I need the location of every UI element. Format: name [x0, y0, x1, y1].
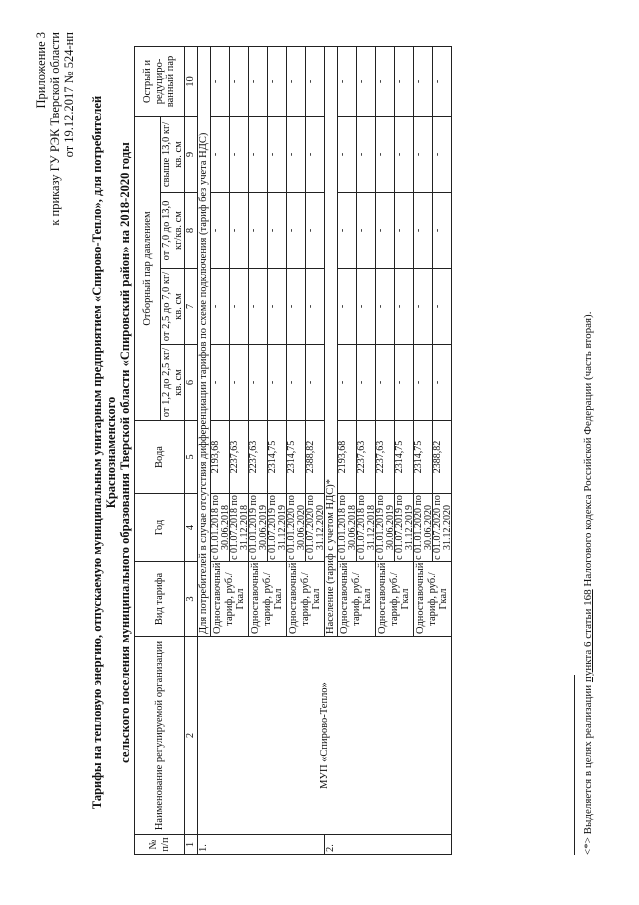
tariff-type: Одноставочный тариф, руб./Гкал: [249, 562, 287, 637]
water-value-first: 2314,75: [287, 421, 306, 493]
period-first-half: с 01.01.2018 по 30.06.2018: [210, 495, 231, 560]
period-first-half: с 01.01.2019 по 30.06.2019: [248, 495, 269, 560]
water-tariff: [376, 421, 414, 494]
steam-tariff: [287, 193, 325, 269]
appendix-line: Приложение 3: [34, 32, 48, 109]
dash-value: -: [229, 79, 240, 84]
dash-value: -: [267, 304, 278, 309]
dash-value: -: [229, 228, 240, 233]
steam-tariff: [211, 269, 249, 345]
water-value-second: 2237,63: [356, 440, 367, 474]
column-number: 10: [185, 46, 198, 116]
dash-value: -: [305, 79, 316, 84]
section-row: [198, 46, 211, 854]
column-number: 9: [185, 116, 198, 192]
dash-value: -: [305, 152, 316, 157]
steam-tariff: [338, 116, 376, 192]
period-second-half: с 01.07.2019 по 31.12.2019: [267, 495, 288, 560]
dash-value: -: [414, 345, 433, 420]
tariff-period: [376, 494, 414, 562]
water-tariff: [211, 421, 249, 494]
column-number: 3: [185, 562, 198, 637]
appendix-line: к приказу ГУ РЭК Тверской области: [48, 32, 62, 226]
dash-value: -: [376, 345, 395, 420]
header-type: Вид тарифа: [135, 562, 185, 637]
dash-value: -: [305, 228, 316, 233]
dash-value: -: [267, 228, 278, 233]
column-number: 5: [185, 421, 198, 494]
column-number-row: [185, 46, 198, 854]
dash-value: -: [267, 152, 278, 157]
dash-value: -: [338, 269, 357, 344]
steam-tariff: [414, 269, 452, 345]
footnote: [582, 312, 594, 855]
steam-tariff: [287, 46, 325, 116]
footnote-link[interactable]: пункта 6 статьи 168: [582, 589, 594, 683]
steam-tariff: [376, 193, 414, 269]
tariff-type: Одноставочный тариф, руб./Гкал: [211, 562, 249, 637]
section-label: Для потребителей в случае отсутствия дифференциации тарифов по схеме подключения (тариф без учета НДС): [198, 46, 211, 636]
dash-value: -: [432, 228, 443, 233]
period-second-half: с 01.07.2018 по 31.12.2018: [229, 495, 250, 560]
dash-value: -: [249, 117, 268, 192]
footnote-suffix: Налогового кодекса Российской Федерации (часть вторая).: [582, 311, 594, 590]
period-first-half: с 01.01.2020 по 30.06.2020: [413, 495, 434, 560]
dash-value: -: [287, 345, 306, 420]
period-second-half: с 01.07.2019 по 31.12.2019: [394, 495, 415, 560]
steam-tariff: [211, 46, 249, 116]
water-tariff: [414, 421, 452, 494]
dash-value: -: [394, 304, 405, 309]
water-value-first: 2237,63: [376, 421, 395, 493]
period-first-half: с 01.01.2019 по 30.06.2019: [375, 495, 396, 560]
tariff-type: Одноставочный тариф, руб./Гкал: [414, 562, 452, 637]
section-label: Население (тариф с учетом НДС)*: [325, 46, 338, 636]
dash-value: -: [338, 345, 357, 420]
section-number: 1.: [198, 835, 325, 855]
tariff-period: [249, 494, 287, 562]
dash-value: -: [229, 152, 240, 157]
dash-value: -: [394, 380, 405, 385]
dash-value: -: [249, 193, 268, 268]
document-title: [90, 60, 132, 845]
steam-tariff: [376, 269, 414, 345]
steam-tariff: [338, 269, 376, 345]
title-line: сельского поселения муниципального образования Тверской области «Спировский район» на 2018-2020 годы: [118, 142, 132, 763]
steam-tariff: [414, 193, 452, 269]
dash-value: -: [414, 47, 433, 116]
dash-value: -: [229, 380, 240, 385]
steam-tariff: [287, 269, 325, 345]
dash-value: -: [267, 79, 278, 84]
water-value-second: 2388,82: [432, 440, 443, 474]
header-num: № п/п: [135, 835, 185, 855]
footnote-divider: [574, 675, 575, 855]
dash-value: -: [356, 304, 367, 309]
tariff-type: Одноставочный тариф, руб./Гкал: [376, 562, 414, 637]
column-number: 7: [185, 269, 198, 345]
dash-value: -: [338, 47, 357, 116]
dash-value: -: [356, 152, 367, 157]
tariff-period: [414, 494, 452, 562]
water-value-second: 2388,82: [305, 440, 316, 474]
dash-value: -: [249, 269, 268, 344]
tariff-type: Одноставочный тариф, руб./Гкал: [287, 562, 325, 637]
period-first-half: с 01.01.2018 по 30.06.2018: [337, 495, 358, 560]
dash-value: -: [305, 304, 316, 309]
water-value-first: 2193,68: [338, 421, 357, 493]
header-pressure-4: свыше 13,0 кг/кв. см: [161, 116, 185, 192]
steam-tariff: [376, 116, 414, 192]
dash-value: -: [432, 380, 443, 385]
column-number: 2: [185, 637, 198, 835]
steam-tariff: [211, 116, 249, 192]
dash-value: -: [211, 269, 230, 344]
dash-value: -: [432, 152, 443, 157]
dash-value: -: [229, 304, 240, 309]
steam-tariff: [414, 46, 452, 116]
column-number: 8: [185, 193, 198, 269]
dash-value: -: [338, 117, 357, 192]
tariff-period: [287, 494, 325, 562]
tariff-period: [211, 494, 249, 562]
header-row: [135, 46, 161, 854]
dash-value: -: [338, 193, 357, 268]
dash-value: -: [249, 345, 268, 420]
water-value-first: 2193,68: [211, 421, 230, 493]
water-tariff: [249, 421, 287, 494]
steam-tariff: [376, 345, 414, 421]
dash-value: -: [356, 380, 367, 385]
dash-value: -: [376, 193, 395, 268]
column-number: 1: [185, 835, 198, 855]
section-number: 2.: [325, 835, 452, 855]
tariff-table: [134, 46, 452, 855]
water-value-first: 2237,63: [249, 421, 268, 493]
steam-tariff: [287, 345, 325, 421]
dash-value: -: [394, 152, 405, 157]
dash-value: -: [305, 380, 316, 385]
dash-value: -: [211, 47, 230, 116]
header-pressure-2: от 2,5 до 7,0 кг/кв. см: [161, 269, 185, 345]
water-tariff: [287, 421, 325, 494]
steam-tariff: [338, 193, 376, 269]
tariff-period: [338, 494, 376, 562]
water-value-second: 2314,75: [394, 440, 405, 474]
steam-tariff: [376, 46, 414, 116]
water-tariff: [338, 421, 376, 494]
steam-tariff: [211, 345, 249, 421]
dash-value: -: [414, 117, 433, 192]
dash-value: -: [356, 79, 367, 84]
dash-value: -: [376, 269, 395, 344]
dash-value: -: [249, 47, 268, 116]
column-number: 4: [185, 494, 198, 562]
dash-value: -: [394, 79, 405, 84]
steam-tariff: [414, 116, 452, 192]
steam-tariff: [249, 345, 287, 421]
steam-tariff: [249, 116, 287, 192]
dash-value: -: [211, 117, 230, 192]
dash-value: -: [414, 193, 433, 268]
water-value-second: 2314,75: [267, 440, 278, 474]
steam-tariff: [249, 269, 287, 345]
appendix-header: [34, 32, 76, 226]
water-value-first: 2314,75: [414, 421, 433, 493]
dash-value: -: [432, 304, 443, 309]
steam-tariff: [249, 46, 287, 116]
dash-value: -: [356, 228, 367, 233]
period-second-half: с 01.07.2020 по 31.12.2020: [432, 495, 453, 560]
column-number: 6: [185, 345, 198, 421]
header-pressure-1: от 1,2 до 2,5 кг/кв. см: [161, 345, 185, 421]
dash-value: -: [287, 47, 306, 116]
dash-value: -: [267, 380, 278, 385]
title-line: Тарифы на тепловую энергию, отпускаемую муниципальным унитарным предприятием «Спирово-Теплo», для потребителей Краснознаменского: [90, 95, 118, 810]
tariff-type: Одноставочный тариф, руб./Гкал: [338, 562, 376, 637]
header-org: Наименование регулируемой организации: [135, 637, 185, 835]
header-sharp-steam: Острый и редуциро-ванный пар: [135, 46, 185, 116]
steam-tariff: [249, 193, 287, 269]
header-steam-group: Отборный пар давлением: [135, 116, 161, 420]
header-water: Вода: [135, 421, 185, 494]
header-year: Год: [135, 494, 185, 562]
dash-value: -: [394, 228, 405, 233]
dash-value: -: [211, 193, 230, 268]
steam-tariff: [287, 116, 325, 192]
period-second-half: с 01.07.2018 по 31.12.2018: [356, 495, 377, 560]
steam-tariff: [211, 193, 249, 269]
dash-value: -: [211, 345, 230, 420]
steam-tariff: [338, 46, 376, 116]
dash-value: -: [376, 47, 395, 116]
water-value-second: 2237,63: [229, 440, 240, 474]
dash-value: -: [414, 269, 433, 344]
header-pressure-3: от 7,0 до 13,0 кг/кв. см: [161, 193, 185, 269]
steam-tariff: [414, 345, 452, 421]
org-name: МУП «Спирово-Теплo»: [198, 637, 452, 835]
footnote-prefix: <*> Выделяется в целях реализации: [582, 682, 594, 855]
dash-value: -: [287, 193, 306, 268]
period-first-half: с 01.01.2020 по 30.06.2020: [286, 495, 307, 560]
dash-value: -: [287, 117, 306, 192]
dash-value: -: [287, 269, 306, 344]
steam-tariff: [338, 345, 376, 421]
dash-value: -: [432, 79, 443, 84]
dash-value: -: [376, 117, 395, 192]
period-second-half: с 01.07.2020 по 31.12.2020: [305, 495, 326, 560]
appendix-line: от 19.12.2017 № 524-нп: [62, 32, 76, 158]
